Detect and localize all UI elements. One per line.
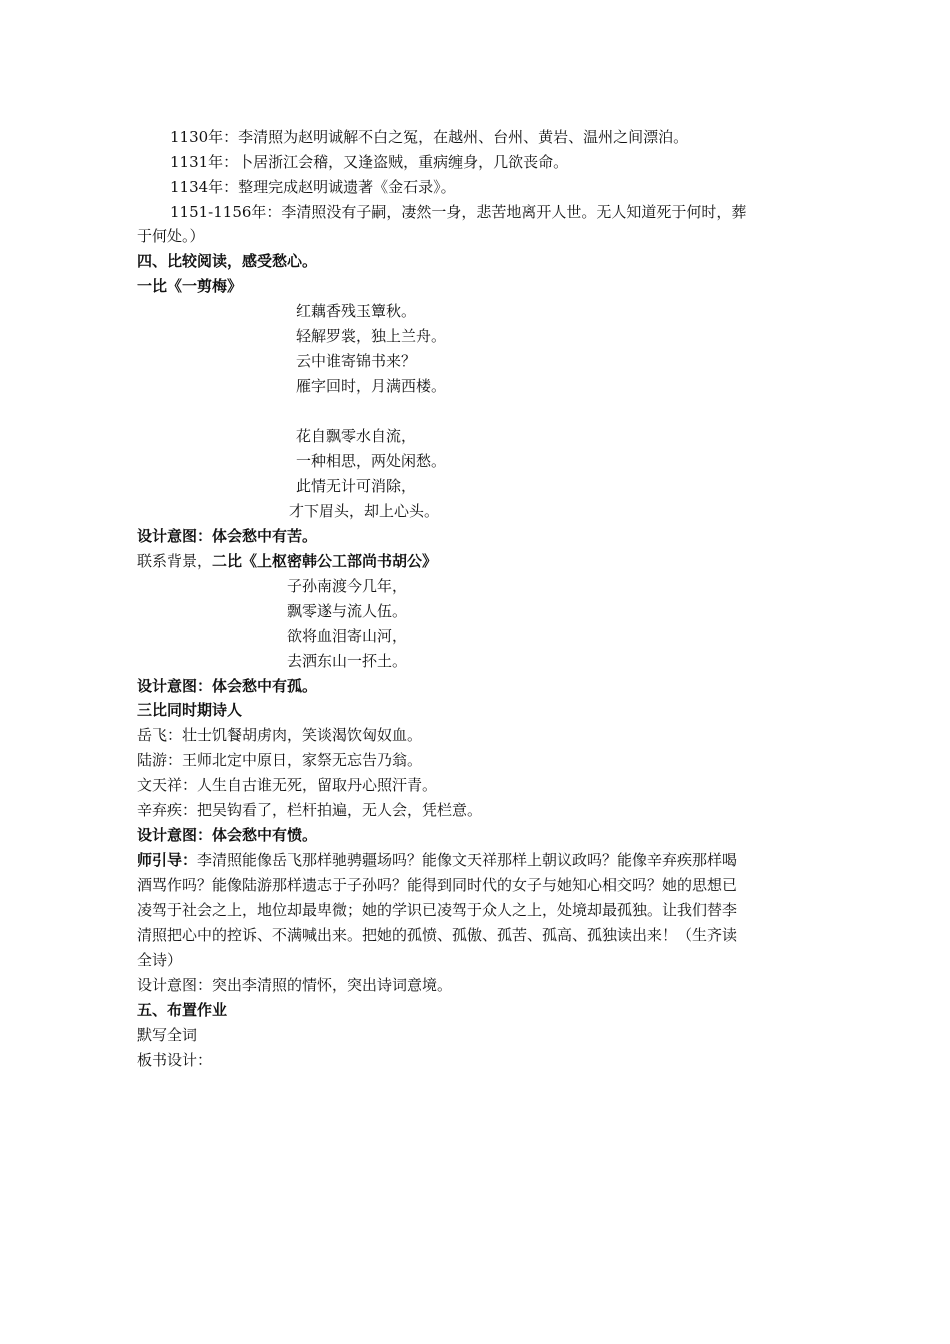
poem1-line: 雁字回时，月满西楼。	[296, 377, 447, 395]
poem2-line: 子孙南渡今几年，	[287, 577, 408, 595]
compare1-heading: 一比《一剪梅》	[137, 277, 243, 295]
guide-label: 师引导：	[137, 851, 198, 869]
intent-2: 设计意图：体会愁中有孤。	[137, 677, 318, 695]
poem2-line: 欲将血泪寄山河，	[287, 627, 408, 645]
poet-line: 陆游：王师北定中原日，家祭无忘告乃翁。	[137, 751, 423, 769]
guide-line-1	[137, 848, 737, 873]
poem1-line: 云中谁寄锦书来？	[296, 352, 417, 370]
guide-line: 清照把心中的控诉、不满喊出来。把她的孤愤、孤傲、孤苦、孤高、孤独读出来！（生齐读	[137, 926, 738, 944]
poet-line: 辛弃疾：把吴钩看了，栏杆拍遍，无人会，凭栏意。	[137, 801, 483, 819]
compare2-line	[137, 549, 437, 574]
poem2-line: 去洒东山一抔土。	[287, 652, 408, 670]
timeline-1130: 1130年：李清照为赵明诚解不白之冤，在越州、台州、黄岩、温州之间漂泊。	[170, 128, 689, 146]
poem1-line: 此情无计可消除，	[296, 477, 417, 495]
guide-line: 酒骂作吗？能像陆游那样遗志于子孙吗？能得到同时代的女子与她知心相交吗？她的思想已	[137, 876, 738, 894]
guide-line: 凌驾于社会之上，地位却最卑微；她的学识已凌驾于众人之上，处境却最孤独。让我们替李	[137, 901, 738, 919]
intent-4: 设计意图：突出李清照的情怀，突出诗词意境。	[137, 976, 453, 994]
timeline-1151: 1151-1156年：李清照没有子嗣，凄然一身，悲苦地离开人世。无人知道死于何时，葬	[170, 203, 747, 221]
compare2-prefix: 联系背景，	[137, 552, 213, 570]
board-design-line: 板书设计：	[137, 1051, 213, 1069]
poet-line: 文天祥：人生自古谁无死，留取丹心照汗青。	[137, 776, 438, 794]
poem2-line: 飘零遂与流人伍。	[287, 602, 408, 620]
guide-text: 李清照能像岳飞那样驰骋疆场吗？能像文天祥那样上朝议政吗？能像辛弃疾那样喝	[197, 851, 738, 869]
timeline-1131: 1131年：卜居浙江会稽，又逢盗贼，重病缠身，几欲丧命。	[170, 153, 569, 171]
timeline-1134: 1134年：整理完成赵明诚遗著《金石录》。	[170, 178, 456, 196]
compare2-heading: 二比《上枢密韩公工部尚书胡公》	[212, 552, 438, 570]
section4-heading: 四、比较阅读，感受愁心。	[137, 252, 318, 270]
intent-1: 设计意图：体会愁中有苦。	[137, 527, 318, 545]
poem1-line: 红藕香残玉簟秋。	[296, 302, 417, 320]
guide-line: 全诗）	[137, 951, 183, 969]
section5-heading: 五、布置作业	[137, 1001, 228, 1019]
poem1-line: 花自飘零水自流，	[296, 427, 417, 445]
compare3-heading: 三比同时期诗人	[137, 701, 243, 719]
poem1-line: 一种相思，两处闲愁。	[296, 452, 447, 470]
timeline-1151-cont: 于何处。）	[137, 227, 205, 245]
intent-3: 设计意图：体会愁中有愤。	[137, 826, 318, 844]
poet-line: 岳飞：壮士饥餐胡虏肉，笑谈渴饮匈奴血。	[137, 726, 423, 744]
poem1-line: 才下眉头，却上心头。	[289, 502, 440, 520]
homework-line: 默写全词	[137, 1026, 198, 1044]
poem1-line: 轻解罗裳，独上兰舟。	[296, 327, 447, 345]
